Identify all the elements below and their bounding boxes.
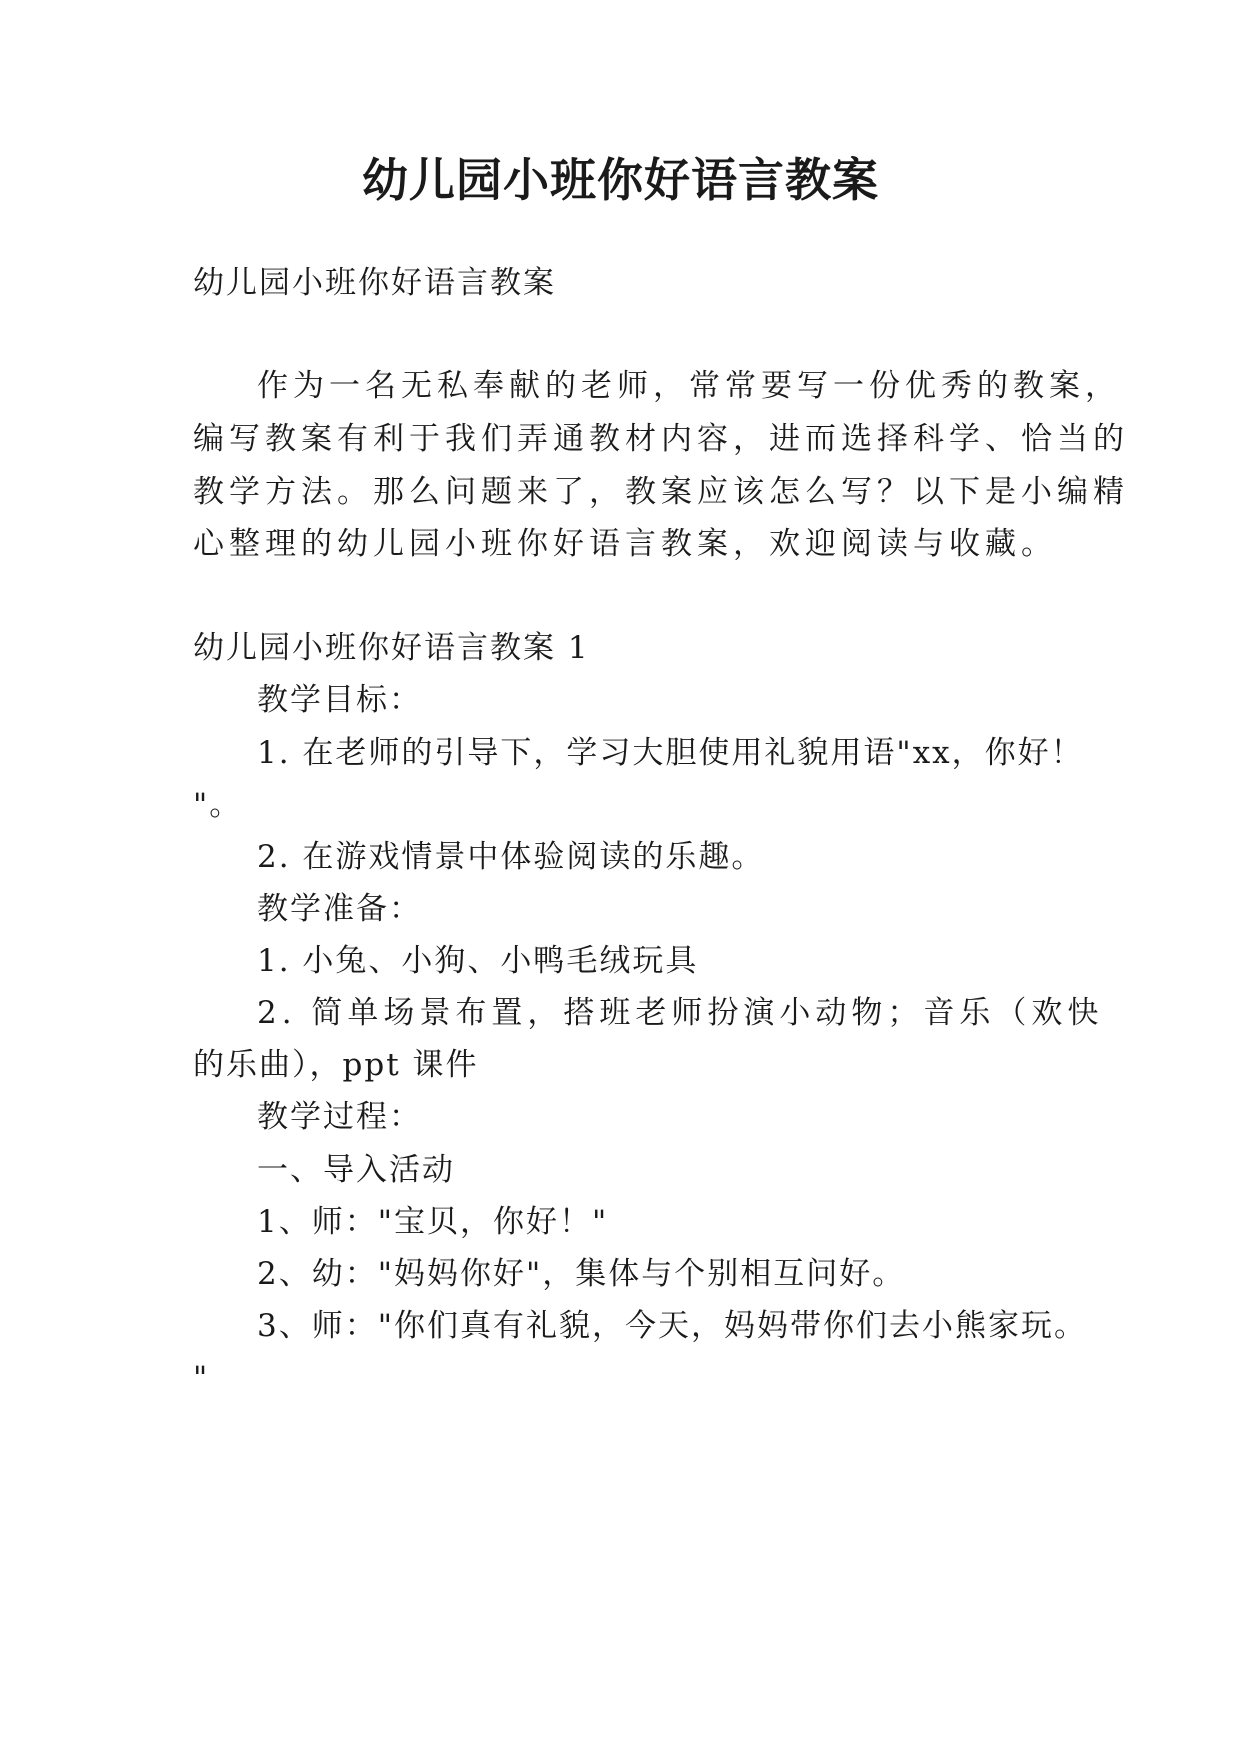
step-3-line-1: 3、师："你们真有礼貌，今天，妈妈带你们去小熊家玩。 [257,1308,1087,1344]
objectives-heading: 教学目标： [257,682,422,718]
step-1: 1、师："宝贝，你好！" [257,1204,609,1240]
preparation-heading: 教学准备： [257,891,422,927]
section-heading: 幼儿园小班你好语言教案 1 [193,630,590,666]
step-2: 2、幼："妈妈你好"，集体与个别相互问好。 [257,1256,906,1292]
document-subtitle: 幼儿园小班你好语言教案 [193,265,556,301]
objective-2: 2. 在游戏情景中体验阅读的乐趣。 [257,839,765,875]
intro-line-2: 编写教案有利于我们弄通教材内容，进而选择科学、恰当的 [193,421,1129,457]
intro-line-3: 教学方法。那么问题来了，教案应该怎么写？以下是小编精 [193,474,1129,510]
preparation-2-line-2: 的乐曲），ppt 课件 [193,1047,479,1083]
objective-1-line-2: "。 [193,787,243,823]
step-3-line-2: " [193,1360,210,1396]
page-title: 幼儿园小班你好语言教案 [362,153,879,207]
activity-heading: 一、导入活动 [257,1152,455,1188]
process-heading: 教学过程： [257,1099,422,1135]
intro-line-4: 心整理的幼儿园小班你好语言教案，欢迎阅读与收藏。 [193,526,1057,562]
intro-line-1: 作为一名无私奉献的老师，常常要写一份优秀的教案， [257,368,1121,404]
objective-1-line-1: 1. 在老师的引导下，学习大胆使用礼貌用语"xx，你好！ [257,735,1084,771]
preparation-2-line-1: 2. 简单场景布置，搭班老师扮演小动物；音乐（欢快 [257,995,1104,1031]
preparation-1: 1. 小兔、小狗、小鸭毛绒玩具 [257,943,699,979]
